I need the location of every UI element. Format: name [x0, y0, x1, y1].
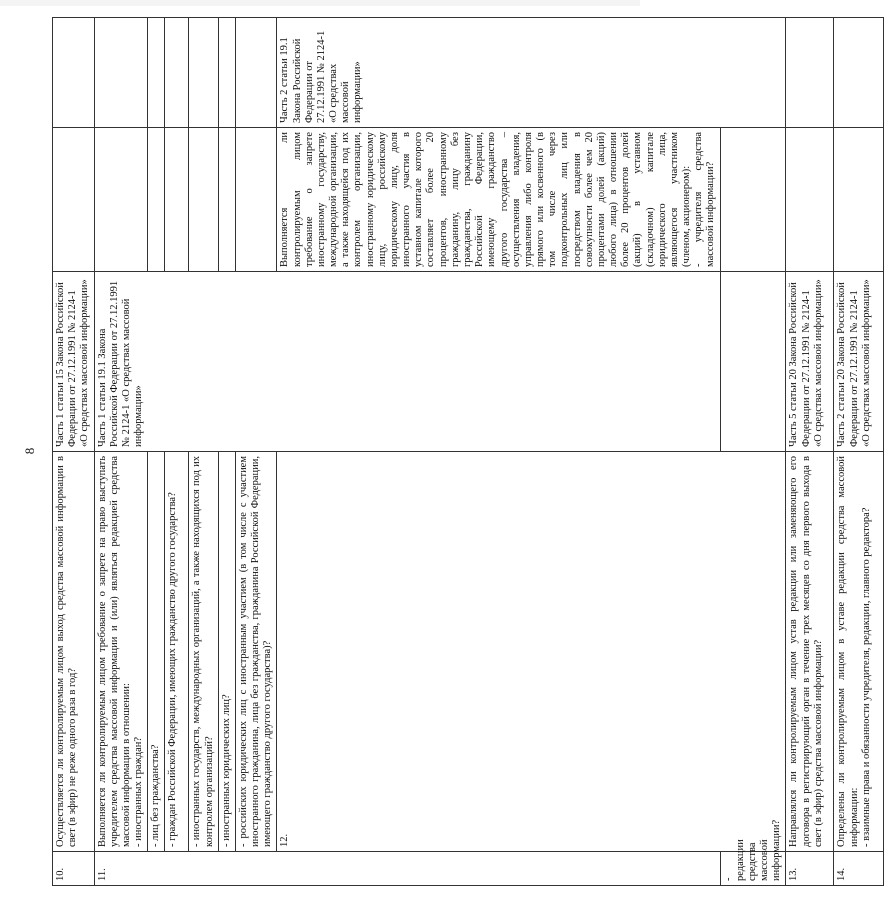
table-row — [235, 18, 277, 886]
sub-question: - иностранных граждан? — [133, 736, 145, 847]
table-row — [189, 18, 218, 886]
note-cell — [720, 128, 786, 272]
sub-question: - российских юридических лиц с иностранным участием (в том числе с участием иностранного гражданина, лица без гражданства, гражданина Российской Федерации, имеющего гражданство другого государства)? — [235, 452, 277, 852]
table-row — [148, 18, 165, 886]
table-row — [277, 18, 720, 886]
question-text: Выполняется ли контролируемым лицом требование о запрете иностранному государству, международной организации, а также находящейся под их контролем организации, иностранному юридическому лицу, российскому юридическому лицу, доля иностранного участия в уставном капитале которого составляет более 20 процентов, иностранному гражданину, лицу без гражданства, гражданину Российской Федерации, имеющему гражданство другого государства – осуществления владения, управления либо контроля прямого или косвенного (в том числе через подконтрольных лиц или посредством владения в совокупности более чем 20 процентами долей (акций) любого лица) в отношении более 20 процентов долей (акций) в уставном (складочном) капитале юридического лица, являющегося участником (членом, акционером): — [279, 132, 693, 267]
note-cell — [235, 18, 277, 128]
answer-cell — [720, 272, 786, 452]
answer-cell — [53, 128, 95, 272]
row-number: 13. — [786, 852, 834, 886]
note-cell — [834, 18, 884, 128]
note-cell — [165, 18, 189, 128]
answer-cell — [786, 128, 834, 272]
row-number: 14. — [834, 852, 884, 886]
sub-question: - иностранных государств, международных организаций, а также находящихся под их контролем организаций? — [189, 452, 218, 852]
page-number: 8 — [22, 447, 37, 455]
row-number: 11. — [94, 852, 720, 886]
sub-question: - взаимные права и обязанности учредителя, редакции, главного редактора? — [860, 507, 872, 847]
question-cell — [277, 128, 720, 272]
question-cell — [834, 452, 884, 852]
answer-cell — [235, 128, 277, 272]
law-reference-cell: Часть 1 статьи 19.1 Закона Российской Федерации от 27.12.1991 № 2124-1 «О средствах массовой информации» — [94, 272, 720, 452]
law-reference-cell: Часть 1 статьи 15 Закона Российской Федерации от 27.12.1991 № 2124-1 «О средствах массовой информации» — [53, 272, 95, 452]
sub-question: - граждан Российской Федерации, имеющих гражданство другого государства? — [165, 452, 189, 852]
answer-cell — [165, 128, 189, 272]
row-number: 12. — [277, 452, 786, 852]
checklist-table — [52, 17, 884, 886]
law-reference-cell: Часть 2 статьи 19.1 Закона Российской Федерации от 27.12.1991 № 2124-1 «О средствах массовой информации» — [277, 18, 786, 128]
answer-cell — [189, 128, 218, 272]
note-cell — [218, 18, 235, 128]
note-cell — [53, 18, 95, 128]
question-cell: Направлялся ли контролируемым лицом устав редакции или заменяющего его договора в регистрирующий орган в течение трех месяцев со дня первого выхода в свет (в эфир) средства массовой информации? — [786, 452, 834, 852]
scan-top-edge — [0, 0, 640, 6]
question-text: Выполняется ли контролируемым лицом требование о запрете на право выступать учредителем средства массовой информации и (или) являться редакцией средства массовой информации в отношении: — [96, 456, 132, 847]
table-row — [94, 18, 148, 886]
table-row — [834, 18, 884, 886]
question-cell: Осуществляется ли контролируемым лицом выход средства массовой информации в свет (в эфир) не реже одного раза в год? — [53, 452, 95, 852]
note-cell — [189, 18, 218, 128]
table-row — [218, 18, 235, 886]
rotated-table-container — [52, 18, 872, 886]
answer-cell — [94, 128, 148, 272]
row-number: 10. — [53, 852, 95, 886]
answer-cell — [148, 128, 165, 272]
sub-question: - лиц без гражданства? — [148, 452, 165, 852]
law-reference-cell: Часть 2 статьи 20 Закона Российской Федерации от 27.12.1991 № 2124-1 «О средствах массовой информации» — [834, 272, 884, 452]
sub-question: - учредителя средства массовой информации? — [693, 132, 717, 267]
question-text: Определены ли контролируемым лицом в уставе редакции средства массовой информации: — [836, 456, 860, 847]
answer-cell — [834, 128, 884, 272]
table-row — [53, 18, 95, 886]
table-row — [165, 18, 189, 886]
answer-cell — [218, 128, 235, 272]
sub-question: - редакции средства массовой информации? — [720, 852, 786, 886]
question-cell — [94, 452, 148, 852]
table-row — [786, 18, 834, 886]
law-reference-cell: Часть 5 статьи 20 Закона Российской Федерации от 27.12.1991 № 2124-1 «О средствах массовой информации» — [786, 272, 834, 452]
note-cell — [94, 18, 148, 128]
note-cell — [786, 18, 834, 128]
sub-question: - иностранных юридических лиц? — [218, 452, 235, 852]
note-cell — [148, 18, 165, 128]
